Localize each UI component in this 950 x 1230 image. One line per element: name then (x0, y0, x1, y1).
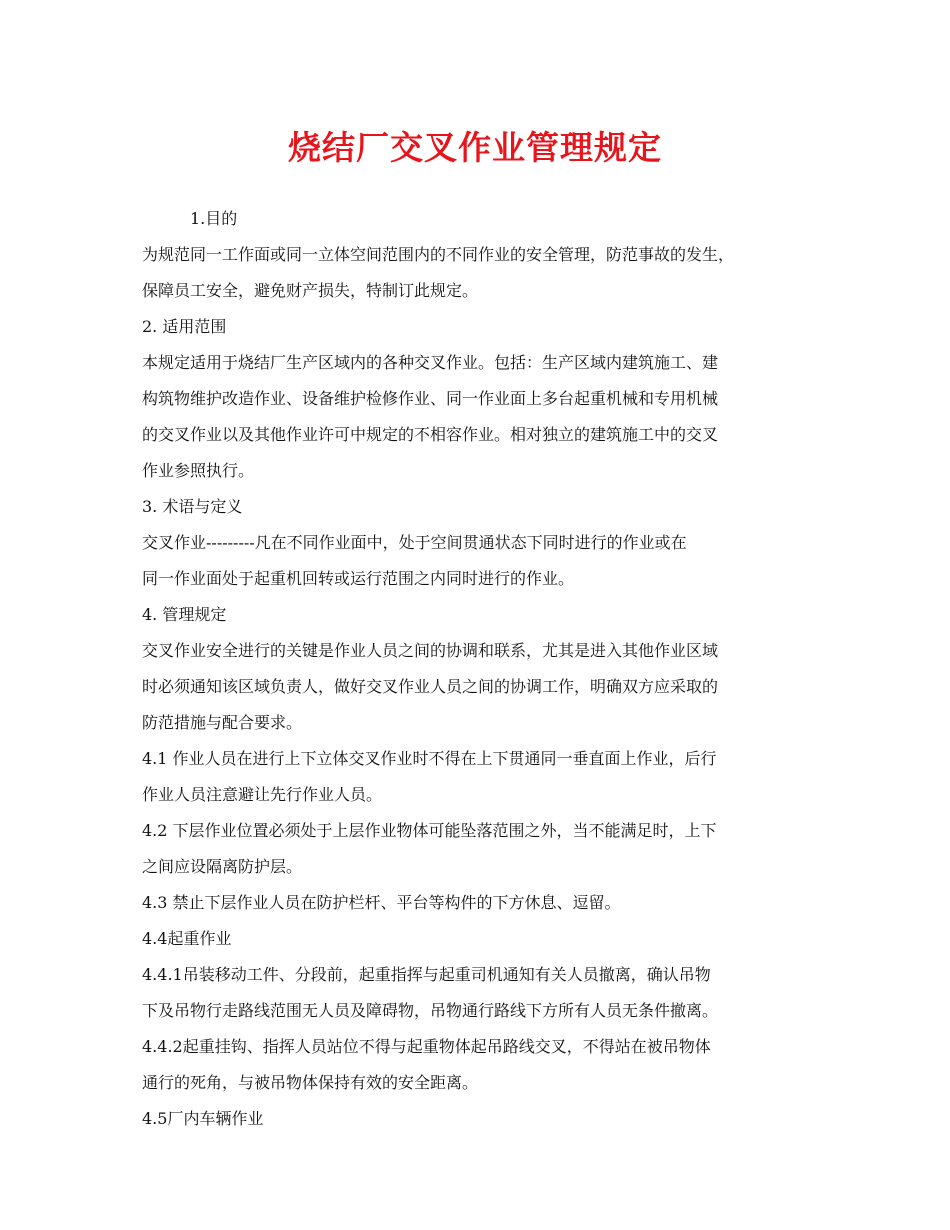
paragraph-line: 防范措施与配合要求。 (142, 713, 303, 732)
section-heading-terms: 3. 术语与定义 (142, 497, 243, 516)
subsection-heading-lifting: 4.4起重作业 (142, 929, 232, 948)
subsection-heading-vehicles: 4.5厂内车辆作业 (142, 1109, 264, 1128)
paragraph-line: 的交叉作业以及其他作业许可中规定的不相容作业。相对独立的建筑施工中的交叉 (142, 425, 719, 444)
section-heading-rules: 4. 管理规定 (142, 605, 227, 624)
section-heading-purpose: 1.目的 (190, 209, 238, 228)
paragraph-line: 本规定适用于烧结厂生产区域内的各种交叉作业。包括：生产区域内建筑施工、建 (142, 353, 719, 372)
paragraph-line: 作业参照执行。 (142, 461, 255, 480)
paragraph-line: 同一作业面处于起重机回转或运行范围之内同时进行的作业。 (142, 569, 575, 588)
paragraph-line: 时必须通知该区域负责人，做好交叉作业人员之间的协调工作，明确双方应采取的 (142, 677, 719, 696)
document-title: 烧结厂交叉作业管理规定 (288, 128, 662, 167)
paragraph-line: 交叉作业安全进行的关键是作业人员之间的协调和联系，尤其是进入其他作业区域 (142, 641, 719, 660)
document-body (142, 201, 814, 1137)
clause-line: 4.4.2起重挂钩、指挥人员站位不得与起重物体起吊路线交叉，不得站在被吊物体 (142, 1037, 711, 1056)
paragraph-line: 构筑物维护改造作业、设备维护检修作业、同一作业面上多台起重机械和专用机械 (142, 389, 719, 408)
clause-line: 通行的死角，与被吊物体保持有效的安全距离。 (142, 1073, 479, 1092)
clause-line: 之间应设隔离防护层。 (142, 857, 303, 876)
clause-line: 4.2 下层作业位置必须处于上层作业物体可能坠落范围之外，当不能满足时，上下 (142, 821, 717, 840)
section-heading-scope: 2. 适用范围 (142, 317, 227, 336)
clause-line: 4.1 作业人员在进行上下立体交叉作业时不得在上下贯通同一垂直面上作业，后行 (142, 749, 717, 768)
paragraph-line: 交叉作业---------凡在不同作业面中，处于空间贯通状态下同时进行的作业或在 (142, 533, 687, 552)
clause-line: 下及吊物行走路线范围无人员及障碍物，吊物通行路线下方所有人员无条件撤离。 (142, 1001, 719, 1020)
clause-line: 作业人员注意避让先行作业人员。 (142, 785, 383, 804)
clause-line: 4.3 禁止下层作业人员在防护栏杆、平台等构件的下方休息、逗留。 (142, 893, 621, 912)
paragraph-line: 为规范同一工作面或同一立体空间范围内的不同作业的安全管理，防范事故的发生， (142, 245, 735, 264)
paragraph-line: 保障员工安全，避免财产损失，特制订此规定。 (142, 281, 479, 300)
clause-line: 4.4.1吊装移动工件、分段前，起重指挥与起重司机通知有关人员撤离，确认吊物 (142, 965, 711, 984)
